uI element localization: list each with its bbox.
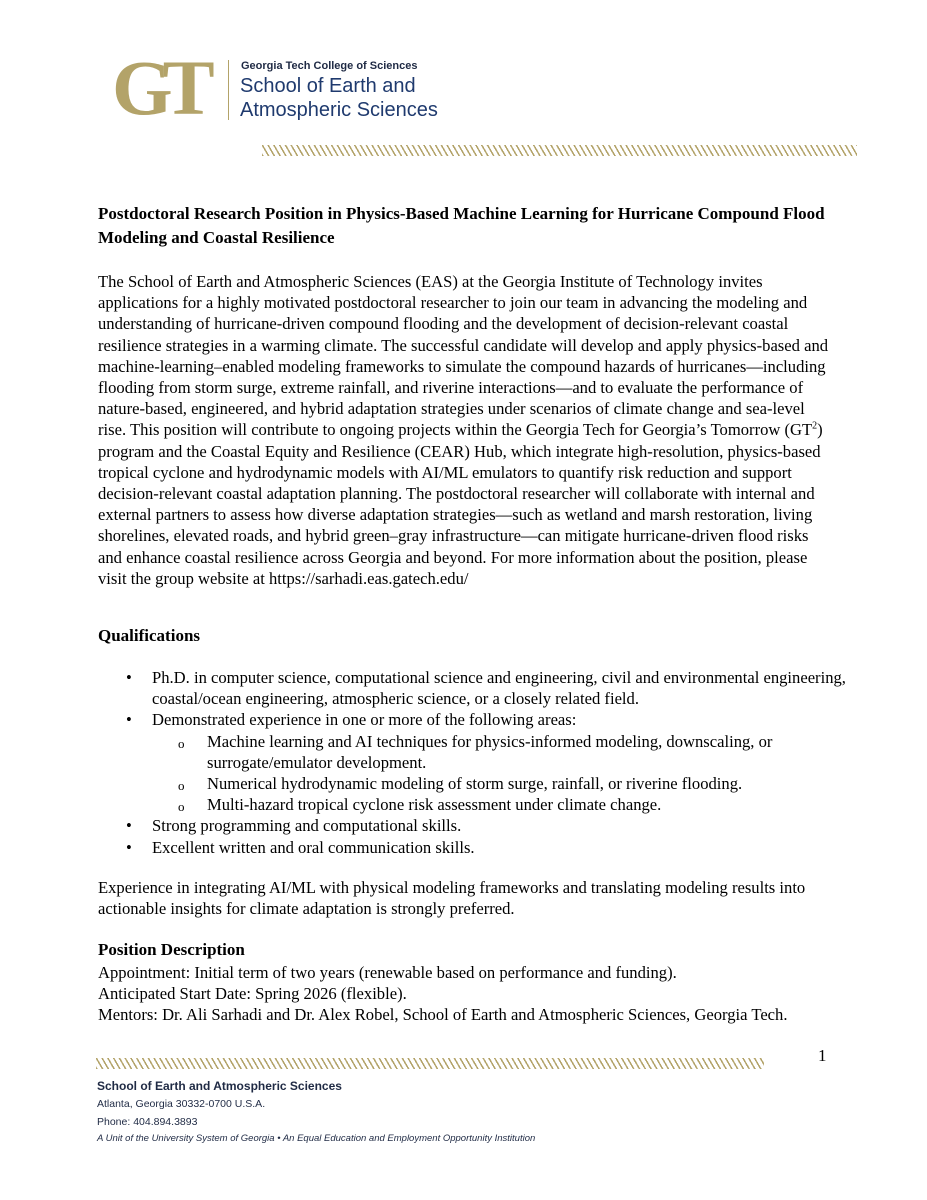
position-details <box>98 962 829 1026</box>
qualifications-list <box>98 667 847 858</box>
list-item <box>98 709 847 730</box>
header-hatch-rule <box>262 145 857 156</box>
position-heading: Position Description <box>98 940 245 959</box>
list-item <box>98 837 847 858</box>
qualifications-heading: Qualifications <box>98 626 201 645</box>
footer-phone: Phone: 404.894.3893 <box>97 1116 198 1128</box>
list-item-text: Ph.D. in computer science, computational science and engineering, civil and environmental engineering, coastal/ocean engineering, atmospheric science, or a closely related field. <box>152 668 846 709</box>
intro-text-2: ) program and the Coastal Equity and Resilience (CEAR) Hub, which integrate high-resolution, physics-based tropical cyclone and hydrodynamic models with AI/ML emulators to quantify risk reduction and support decision-relevant coastal adaptation planning. The postdoctoral researcher will collaborate with internal and external partners to assess how diverse adaptation strategies—such as wetland and marsh restoration, living shorelines, elevated roads, and hybrid green–gray infrastructure—can mitigate hurricane-driven flood risks and enhance coastal resilience across Georgia and beyond. For more information about the position, please visit the group website at https://sarhadi.eas.gatech.edu/ <box>98 420 823 588</box>
header-divider <box>228 60 229 120</box>
document-title: Postdoctoral Research Position in Physics-Based Machine Learning for Hurricane Compound Flood Modeling and Coastal Resilience <box>98 204 825 247</box>
intro-text-1: The School of Earth and Atmospheric Sciences (EAS) at the Georgia Institute of Technology invites applications for a highly motivated postdoctoral researcher to join our team in advancing the modeling and understanding of hurricane-driven compound flooding and the development of decision-relevant coastal resilience strategies in a warming climate. The successful candidate will develop and apply physics-based and machine-learning–enabled modeling frameworks to simulate the compound hazards of hurricanes—including flooding from storm surge, extreme rainfall, and riverine interactions—and to evaluate the performance of nature-based, engineered, and hybrid adaptation strategies under scenarios of climate change and sea-level rise. This position will contribute to ongoing projects within the Georgia Tech for Georgia’s Tomorrow (GT <box>98 272 829 440</box>
preferred-paragraph: Experience in integrating AI/ML with physical modeling frameworks and translating modeling results into actionable insights for climate adaptation is strongly preferred. <box>98 878 806 919</box>
bullet-icon: • <box>126 837 132 857</box>
footer-unit-note: A Unit of the University System of Georgia • An Equal Education and Employment Opportunity Institution <box>97 1133 536 1144</box>
sub-list-item <box>98 773 847 794</box>
footer-hatch-rule <box>96 1058 764 1069</box>
circle-bullet-icon: o <box>178 735 185 751</box>
footer-school: School of Earth and Atmospheric Sciences <box>97 1079 342 1093</box>
intro-superscript: 2 <box>812 420 818 432</box>
gt-logo <box>112 56 216 122</box>
list-item-text: Demonstrated experience in one or more of the following areas: <box>152 710 577 730</box>
sub-list-item-text: Numerical hydrodynamic modeling of storm surge, rainfall, or riverine flooding. <box>207 774 743 794</box>
college-name: Georgia Tech College of Sciences <box>241 60 418 72</box>
page-number: 1 <box>818 1046 827 1065</box>
intro-paragraph <box>98 271 829 589</box>
list-item <box>98 667 847 709</box>
bullet-icon: • <box>126 710 132 730</box>
school-name-line1: School of Earth and <box>240 75 416 97</box>
sub-list-item <box>98 731 847 773</box>
sub-list-item-text: Machine learning and AI techniques for physics-informed modeling, downscaling, or surrogate/emulator development. <box>207 731 773 772</box>
footer-address: Atlanta, Georgia 30332-0700 U.S.A. <box>97 1098 266 1110</box>
school-name-line2: Atmospheric Sciences <box>240 99 438 121</box>
school-name <box>240 74 438 122</box>
sub-list-item-text: Multi-hazard tropical cyclone risk assessment under climate change. <box>207 795 662 815</box>
circle-bullet-icon: o <box>178 799 185 815</box>
list-item-text: Strong programming and computational skills. <box>152 816 462 836</box>
mentors-line: Mentors: Dr. Ali Sarhadi and Dr. Alex Robel, School of Earth and Atmospheric Sciences, Georgia Tech. <box>98 1005 788 1025</box>
bullet-icon: • <box>126 816 132 836</box>
start-date-line: Anticipated Start Date: Spring 2026 (flexible). <box>98 984 407 1004</box>
circle-bullet-icon: o <box>178 778 185 794</box>
sub-list-item <box>98 794 847 815</box>
gt-logo-text: GT <box>112 56 205 122</box>
appointment-line: Appointment: Initial term of two years (renewable based on performance and funding). <box>98 963 677 982</box>
bullet-icon: • <box>126 668 132 687</box>
list-item <box>98 815 847 836</box>
list-item-text: Excellent written and oral communication skills. <box>152 837 475 857</box>
